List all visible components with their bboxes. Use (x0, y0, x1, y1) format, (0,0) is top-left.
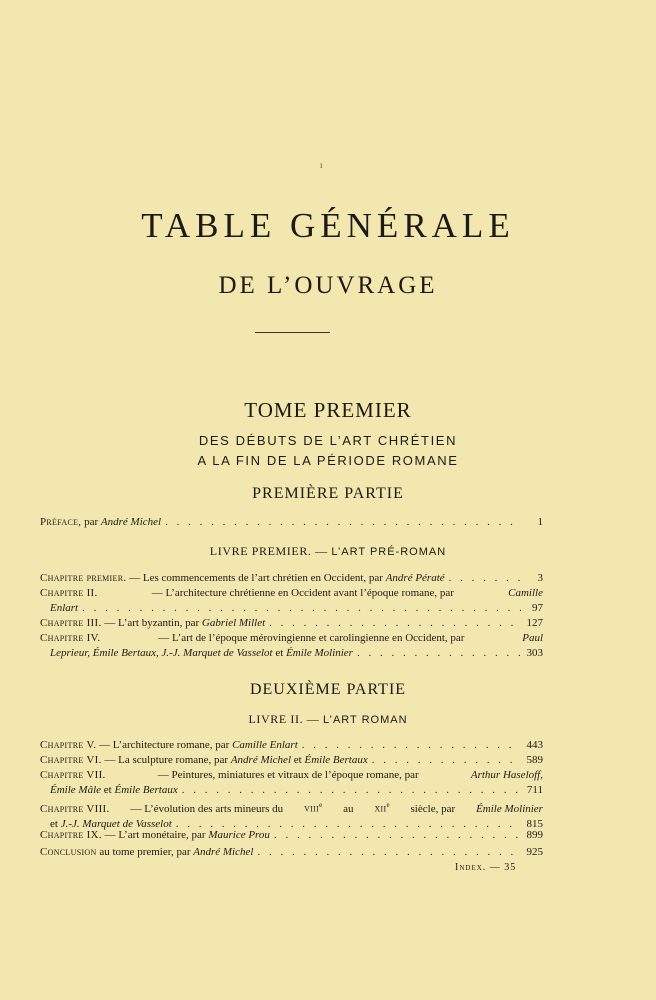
chapter-7-author-first: Arthur Haseloff, (470, 769, 543, 781)
livre-one-prefix: LIVRE PREMIER. — (209, 544, 328, 558)
chapter-2-page: 97 (532, 602, 543, 614)
chapter-3-title: — L’art byzantin, par (104, 617, 200, 629)
chapter-4-title: — L’art de l’époque mérovingienne et carolingienne en Occident, par (158, 632, 465, 644)
chapter-1-label: Chapitre premier. (40, 572, 127, 584)
chapter-1-author: André Pératé (385, 572, 445, 584)
chapter-7-page: 711 (526, 784, 543, 796)
title-rule (255, 332, 330, 333)
chapter-9-page: 899 (526, 829, 543, 841)
chapter-8-sup-2: e (386, 801, 390, 809)
leader-dots (274, 828, 521, 843)
leader-dots (182, 783, 521, 798)
conclusion-page: 925 (526, 846, 543, 858)
chapter-8-century-1: viii (304, 802, 320, 815)
livre-two-prefix: LIVRE II. — (248, 712, 320, 726)
preface-entry (40, 515, 543, 530)
leader-dots (269, 616, 521, 631)
leader-dots (257, 845, 521, 860)
main-subtitle: DE L’OUVRAGE (218, 272, 438, 299)
chapter-8-century-2: xii (374, 802, 387, 815)
livre-one-title: L’ART PRÉ-ROMAN (331, 546, 447, 558)
leader-dots (165, 515, 521, 530)
chapter-3-entry (40, 616, 543, 631)
chapter-2-entry (40, 586, 543, 616)
page-footer: Index. — 35 (455, 862, 517, 873)
chapter-3-author: Gabriel Millet (201, 617, 266, 629)
chapter-6-et: et (293, 754, 302, 766)
chapter-8-entry (40, 798, 543, 832)
preface-page: 1 (537, 516, 543, 528)
chapter-8-author-first: Émile Molinier (476, 802, 543, 815)
main-title: TABLE GÉNÉRALE (141, 206, 515, 245)
chapter-3-page: 127 (526, 617, 543, 629)
chapter-7-author-third: Émile Bertaux (114, 784, 178, 796)
chapter-5-label: Chapitre V. (40, 739, 97, 751)
chapter-6-author-first: André Michel (230, 754, 292, 766)
chapter-4-authors: Leprieur, Émile Bertaux, J.-J. Marquet de Vasselot (50, 647, 273, 659)
chapter-6-title: — La sculpture romane, par (104, 754, 229, 766)
part-one-heading: PREMIÈRE PARTIE (252, 485, 404, 502)
chapter-8-title-end: siècle, par (410, 802, 456, 815)
chapter-1-entry (40, 571, 543, 586)
chapter-6-page: 589 (526, 754, 543, 766)
chapter-1-title: — Les commencements de l’art chrétien en Occident, par (129, 572, 383, 584)
livre-two-heading (0, 712, 656, 727)
chapter-5-page: 443 (526, 739, 543, 751)
leader-dots (82, 601, 521, 616)
tome-subtitle-line2: A LA FIN DE LA PÉRIODE ROMANE (197, 453, 459, 468)
leader-dots (449, 571, 521, 586)
chapter-9-label: Chapitre IX. (40, 829, 102, 841)
chapter-7-entry (40, 768, 543, 798)
conclusion-label: Conclusion (40, 846, 97, 858)
chapter-8-label: Chapitre VIII. (40, 802, 110, 815)
chapter-3-label: Chapitre III. (40, 617, 102, 629)
chapter-8-sup-1: e (319, 801, 323, 809)
chapter-2-title: — L’architecture chrétienne en Occident avant l’époque romane, par (151, 587, 454, 599)
preface-label: Préface, (40, 516, 82, 528)
leader-dots (372, 753, 521, 768)
conclusion-entry (40, 845, 543, 860)
chapter-2-author-last: Enlart (50, 602, 79, 614)
part-two-heading: DEUXIÈME PARTIE (249, 681, 407, 698)
chapter-6-author-second: Émile Bertaux (304, 754, 368, 766)
chapter-7-label: Chapitre VII. (40, 769, 106, 781)
chapter-5-author: Camille Enlart (232, 739, 298, 751)
chapter-7-title: — Peintures, miniatures et vitraux de l’époque romane, par (157, 769, 419, 781)
chapter-8-title: — L’évolution des arts mineurs du (130, 802, 284, 815)
preface-by: par (84, 516, 99, 528)
chapter-8-au: au (343, 802, 354, 815)
chapter-8-author-second: J.-J. Marquet de Vasselot (60, 817, 172, 830)
chapter-9-title: — L’art monétaire, par (104, 829, 206, 841)
chapter-5-title: — L’architecture romane, par (99, 739, 230, 751)
chapter-8-et: et (50, 817, 58, 830)
tome-subtitle-line1: DES DÉBUTS DE L’ART CHRÉTIEN (198, 433, 458, 448)
chapter-9-entry (40, 828, 543, 843)
chapter-4-et: et (275, 647, 284, 659)
chapter-4-label: Chapitre IV. (40, 632, 101, 644)
chapter-4-author-last: Émile Molinier (286, 647, 353, 659)
chapter-2-author-first: Camille (508, 587, 543, 599)
livre-two-title: L’ART ROMAN (322, 714, 408, 726)
chapter-6-label: Chapitre VI. (40, 754, 102, 766)
chapter-4-page: 303 (526, 647, 543, 659)
chapter-7-et: et (103, 784, 112, 796)
chapter-8-page: 815 (526, 817, 543, 830)
chapter-1-page: 3 (537, 572, 543, 584)
leader-dots (357, 646, 521, 661)
leader-dots (302, 738, 521, 753)
preface-author: André Michel (100, 516, 162, 528)
chapter-2-label: Chapitre II. (40, 587, 98, 599)
chapter-9-author: Maurice Prou (208, 829, 270, 841)
livre-one-heading (0, 544, 656, 559)
chapter-4-entry (40, 631, 543, 661)
chapter-6-entry (40, 753, 543, 768)
chapter-4-author-first: Paul (522, 632, 543, 644)
chapter-5-entry (40, 738, 543, 753)
margin-mark: ı (320, 160, 323, 170)
chapter-7-author-second: Émile Mâle (50, 784, 102, 796)
conclusion-text: au tome premier, par (99, 846, 191, 858)
conclusion-author: André Michel (193, 846, 254, 858)
tome-heading: TOME PREMIER (244, 398, 412, 422)
